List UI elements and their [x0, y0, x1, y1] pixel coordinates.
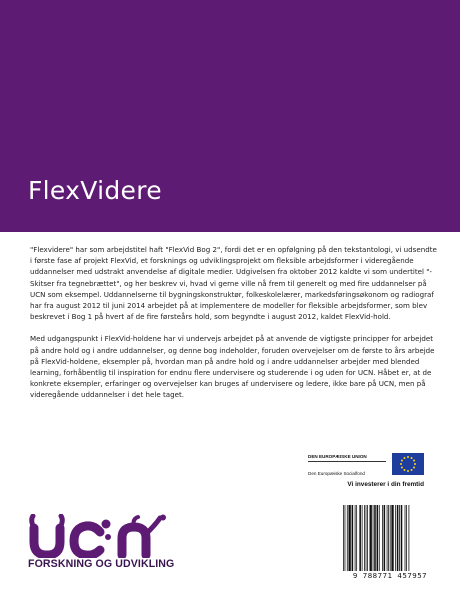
eu-star: [401, 460, 403, 462]
barcode-bar: [364, 505, 365, 571]
eu-star: [413, 460, 415, 462]
eu-star: [404, 457, 406, 459]
barcode-bar: [388, 505, 389, 571]
barcode-bar: [401, 505, 403, 571]
barcode-bar: [397, 505, 399, 571]
barcode-bar: [359, 505, 361, 571]
barcode-bar: [384, 505, 386, 571]
eu-star: [404, 469, 406, 471]
barcode-bar: [399, 505, 400, 571]
eu-star: [414, 463, 416, 465]
barcode-bar: [345, 505, 346, 571]
eu-star: [407, 470, 409, 472]
eu-star: [401, 467, 403, 469]
barcode-bar: [374, 505, 376, 571]
barcode-bar: [387, 505, 388, 571]
eu-union-label: DEN EUROPÆISKE UNION: [308, 453, 386, 462]
barcode-bar: [395, 505, 396, 571]
book-title: FlexVidere: [28, 176, 162, 205]
paragraph-2: Med udgangspunkt i FlexVid-holdene har vi undervejs arbejdet på at anvende de vigtigste principper for arbejdet på andre hold og i andre uddannelser, og denne bog indeholder, foruden overvejelser om de første to års arbejde på FlexVid-holdene, eksempler på, hvordan man på andre hold og i andre uddannelser arbejder med blended learning, forhåbentlig til inspiration for endnu flere undervisere og studerende i og uden for UCN. Håbet er, at de konkrete eksempler, erfaringer og overvejelser kan bruges af undervisere og ledere, ikke bare på UCN, men på videregående uddannelser i det hele taget.: [30, 334, 435, 400]
barcode-bar: [373, 505, 374, 571]
eu-star: [411, 469, 413, 471]
eu-slogan: Vi investerer i din fremtid: [347, 481, 424, 488]
barcode-bar: [356, 505, 357, 571]
barcode-bar: [377, 505, 379, 571]
eu-star: [411, 457, 413, 459]
eu-star: [407, 456, 409, 458]
eu-funding-block: [308, 453, 424, 488]
barcode-bar: [343, 505, 344, 571]
eu-star: [413, 467, 415, 469]
back-cover-text: [30, 244, 440, 412]
barcode-bar: [352, 505, 354, 571]
barcode-bar: [409, 505, 410, 571]
eu-star: [400, 463, 402, 465]
eu-flag-icon: [392, 453, 424, 475]
barcode-bar: [362, 505, 363, 571]
barcode-bar: [355, 505, 356, 571]
barcode-bar: [391, 505, 393, 571]
barcode-bar: [370, 505, 372, 571]
barcode-bars: [342, 505, 438, 571]
paragraph-1: "Flexvidere" har som arbejdstitel haft "FlexVid Bog 2", fordi det er en opfølgning på den tekstantologi, vi udsendte i første fase af projekt FlexVid, et forsknings og udviklingsprojekt om fleksible arbejdsformer i videregående uddannelser med udstrakt anvendelse af digitale medier. Udgivelsen fra oktober 2012 kaldte vi som undertitel "- Skitser fra tegnebrættet", og her beskrev vi, hvad vi gerne ville nå frem til generelt og med fire uddannelser på UCN som eksempel. Uddannelserne til bygningskonstruktør, folkeskolelærer, markedsføringsøkonom og radiograf har fra august 2012 til juni 2014 arbejdet på at implementere de modeller for fleksible arbejdsformer, som blev beskrevet i Bog 1 på hvert af de fire førsteårs hold, som begyndte i august 2012, kaldet FlexVid-hold.: [30, 245, 437, 322]
barcode-bar: [406, 505, 407, 571]
barcode-bar: [366, 505, 367, 571]
ucn-tagline: FORSKNING OG UDVIKLING: [28, 558, 175, 570]
barcode-bar: [379, 505, 380, 571]
barcode-bar: [382, 505, 383, 571]
barcode-bar: [347, 505, 348, 571]
barcode-bar: [348, 505, 350, 571]
ucn-logo: [28, 514, 173, 558]
barcode-bar: [390, 505, 391, 571]
eu-fund-label: Den Europæiske Socialfond: [308, 471, 365, 476]
barcode: [342, 505, 438, 585]
isbn-number: 9 788771 457957: [352, 571, 428, 580]
barcode-bar: [367, 505, 368, 571]
barcode-bar: [405, 505, 406, 571]
